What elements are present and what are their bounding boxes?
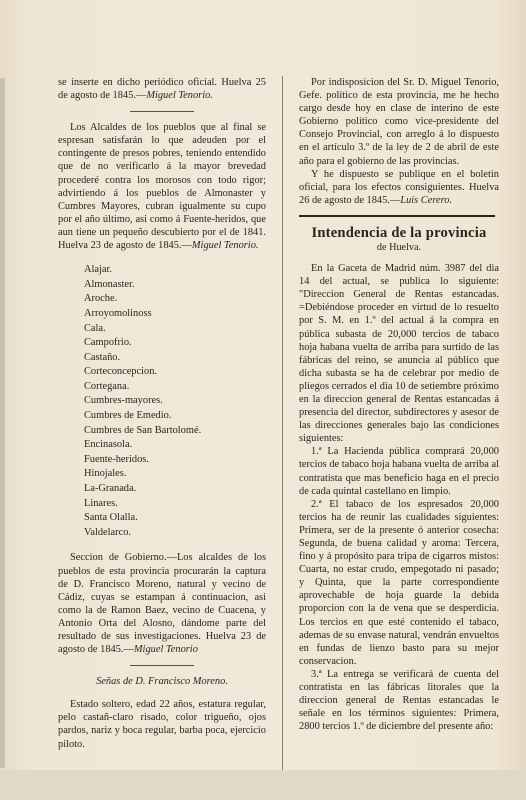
signature-cerero: Luis Cerero.	[400, 194, 453, 206]
right-column	[299, 76, 499, 733]
right-para-1: Por indisposicion del Sr. D. Miguel Tenorio, Gefe. político de esta provincia, me he hecho cargo desde hoy en clase de interino de este Gobierno político como vice-presidente del Consejo Provincial, con arreglo á lo dispuesto en el artículo 3.º de la ley de 2 de abril de este año para el gobierno de las provincias.	[299, 77, 499, 167]
town-item: Santa Olalla.	[84, 512, 138, 524]
right-para-5: 2.ª El tabaco de los espresados 20,000 tercios ha de reunir las cualidades siguientes: Primera, ser de la presente ó anterior cosecha: Segunda, de buena calidad y aroma: Tercera, fino y á propósito para tripa de cigarros mistos: Cuarta, no estar crudo, empegotado ni pasado; y Quinta, que la parte correspondiente aprovechable de hoja guarde la debida proporcion con la de vena que se desperdicia. Los tercios en que esté contenido el tabaco, ademas de su envase natural, vendrán envueltos en fundas de lienzo basto para su mejor conservacion.	[299, 498, 499, 667]
town-item: Hinojales.	[84, 468, 127, 480]
town-item: Encinasola.	[84, 439, 133, 451]
intendencia-heading: Intendencia de la provincia	[311, 224, 487, 241]
section-rule	[299, 215, 495, 217]
town-item: Valdelarco.	[84, 526, 132, 538]
signature-tenorio-3: Miguel Tenorio	[133, 644, 198, 656]
town-item: Cumbres-mayores.	[84, 395, 163, 407]
binding-edge	[0, 78, 5, 768]
right-para-3: En la Gaceta de Madrid núm. 3987 del dia 14 del actual, se publica lo siguiente: "Direccion General de Rentas estancadas. =Debiéndose proceder en virtud de lo resuelto por S. M. en 1.º del actual á la compra en pública subasta de 20,000 tercios de tabaco hoja habana vuelta de arriba para surtido de las fábricas del reino, se anuncia al público que dicha subasta se ha de celebrar por medio de pliegos cerrados el dia 10 de setiembre próximo en la direccion general de Rentas estancadas á presencia del director, subdirectores y asesor de las direcciones generales bajo las condiciones siguientes:	[299, 263, 499, 445]
column-divider	[282, 76, 283, 776]
town-item: Linares.	[84, 497, 118, 509]
town-item: Fuente-heridos.	[84, 453, 149, 465]
town-item: Campofrio.	[84, 337, 132, 349]
town-item: Cumbres de San Bartolomé.	[84, 424, 202, 436]
intendencia-subheading: de Huelva.	[376, 241, 422, 253]
town-item: Castaño.	[84, 351, 121, 363]
left-column	[58, 76, 266, 751]
town-item: Alajar.	[84, 264, 112, 276]
signature-tenorio-1: Miguel Tenorio.	[146, 90, 213, 102]
left-para-2: Los Alcaldes de los pueblos que al final se espresan satisfarán lo que adeuden por el contingente de presos pobres, teniendo entendido que de no verificarlo á la mayor brevedad procederé contra los morosos con todo rigor; advirtiendo á los pueblos de Almonaster y Cumbres Mayores, cubran igualmente su cupo por el año último, asi como á Fuente-heridos, que aun tiene un pequeño descubierto por el de 1841. Huelva 23 de agosto de 1845.—Miguel Tenorio.	[58, 122, 266, 252]
left-para-3: Seccion de Gobierno.—Los alcaldes de los pueblos de esta provincia procurarán la captura de D. Francisco Moreno, natural y vecino de Cádiz, cuyas se estampan á continuacion, asi como la de Ramon Baez, vecino de Cuacena, y Antonio Orta del Alosno, dándome parte del resultado de sus investigaciones. Huelva 23 de agosto de 1845.—Miguel Tenorio	[58, 552, 266, 656]
town-item: Aroche.	[84, 293, 118, 305]
town-item: La-Granada.	[84, 483, 137, 495]
town-item: Arroyomolinoss	[84, 307, 152, 319]
left-para-4: Estado soltero, edad 22 años, estatura regular, pelo castañ-claro risado, color trigueño, ojos pardos, nariz y boca regular, barba poca, ejercicio piloto.	[58, 699, 266, 750]
town-item: Cortegana.	[84, 380, 130, 392]
signature-tenorio-2: Miguel Tenorio.	[191, 240, 259, 252]
page-bottom-margin	[0, 770, 526, 800]
town-item: Cumbres de Emedio.	[84, 410, 172, 422]
town-item: Almonaster.	[84, 278, 135, 290]
left-para-1: se inserte en dicho periódico oficial. Huelva 25 de agosto de 1845.—Miguel Tenorio.	[58, 77, 266, 102]
town-item: Cala.	[84, 322, 106, 334]
right-para-2: Y he dispuesto se publique en el boletin oficial, para los efectos consiguientes. Huelva 26 de agosto de 1845.—Luis Cerero.	[299, 168, 499, 206]
town-item: Corteconcepcion.	[84, 366, 157, 378]
town-list	[58, 263, 266, 540]
divider-rule-2	[130, 665, 194, 666]
senas-heading: Señas de D. Francisco Moreno.	[96, 676, 228, 688]
right-para-4: 1.ª La Hacienda pública comprará 20,000 tercios de tabaco hoja habana vuelta de arriba al contratista que mas beneficio haga en el precio de cada quintal castellano en limpio.	[299, 446, 499, 497]
right-para-6: 3.ª La entrega se verificará de cuenta del contratista en las fábricas litorales que la direccion general de Rentas estancadas le señale en los términos siguientes: Primera, 2800 tercios 1.º de diciembre del presente año:	[299, 668, 499, 733]
divider-rule	[130, 111, 194, 112]
